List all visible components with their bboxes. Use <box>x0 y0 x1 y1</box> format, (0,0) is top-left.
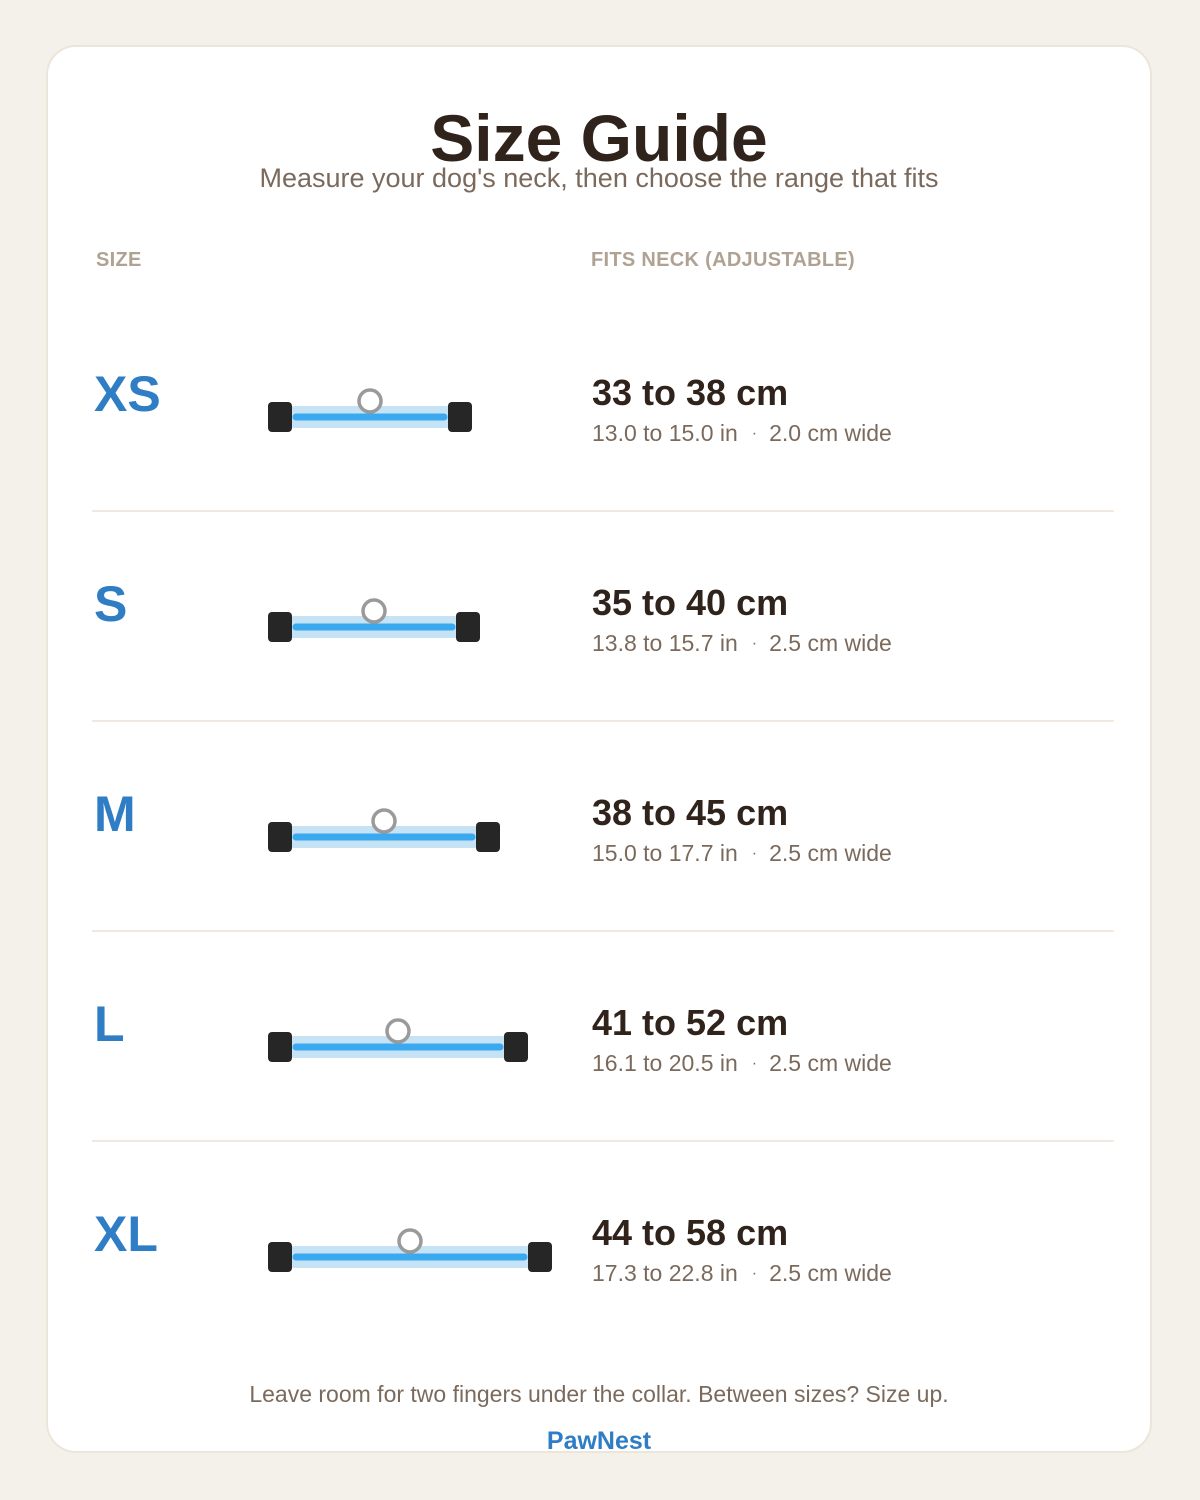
collar-buckle-right <box>456 612 480 642</box>
collar-icon <box>92 722 492 922</box>
collar-buckle-right <box>504 1032 528 1062</box>
size-label: S <box>94 576 128 632</box>
collar-icon <box>92 302 492 502</box>
neck-range-detail <box>592 1262 892 1285</box>
detail-separator: · <box>751 1265 758 1282</box>
collar-d-ring <box>363 600 385 622</box>
detail-separator: · <box>751 845 758 862</box>
size-row-m <box>92 722 1114 932</box>
collar-icon <box>92 1142 492 1342</box>
neck-range-detail <box>592 632 892 655</box>
collar-buckle-right <box>476 822 500 852</box>
neck-range-inches: 16.1 to 20.5 in <box>592 1050 738 1076</box>
collar-width: 2.5 cm wide <box>769 1260 892 1286</box>
size-label: XL <box>94 1206 158 1262</box>
size-label: M <box>94 786 136 842</box>
size-row-s <box>92 512 1114 722</box>
size-row-xs <box>92 302 1114 512</box>
collar-buckle-left <box>268 822 292 852</box>
column-header-size: SIZE <box>96 249 142 271</box>
collar-d-ring <box>359 390 381 412</box>
neck-range-cm: 33 to 38 cm <box>592 372 789 413</box>
collar-width: 2.5 cm wide <box>769 630 892 656</box>
neck-range-cm: 44 to 58 cm <box>592 1212 789 1253</box>
page-title: Size Guide <box>430 101 768 175</box>
neck-range-inches: 13.8 to 15.7 in <box>592 630 738 656</box>
collar-d-ring <box>373 810 395 832</box>
neck-range-inches: 15.0 to 17.7 in <box>592 840 738 866</box>
detail-separator: · <box>751 425 758 442</box>
neck-range-detail <box>592 1052 892 1075</box>
neck-range-cm: 41 to 52 cm <box>592 1002 789 1043</box>
neck-range-inches: 13.0 to 15.0 in <box>592 420 738 446</box>
fit-tip: Leave room for two fingers under the collar. Between sizes? Size up. <box>249 1381 949 1407</box>
detail-separator: · <box>751 1055 758 1072</box>
size-label: L <box>94 996 125 1052</box>
size-guide-card <box>46 45 1152 1453</box>
collar-d-ring <box>387 1020 409 1042</box>
collar-buckle-left <box>268 1032 292 1062</box>
collar-buckle-right <box>528 1242 552 1272</box>
collar-width: 2.0 cm wide <box>769 420 892 446</box>
size-label: XS <box>94 366 161 422</box>
collar-buckle-left <box>268 612 292 642</box>
neck-range-detail <box>592 842 892 865</box>
collar-buckle-left <box>268 1242 292 1272</box>
size-row-xl <box>92 1142 1114 1352</box>
size-row-l <box>92 932 1114 1142</box>
collar-icon <box>92 932 492 1132</box>
page-subtitle: Measure your dog's neck, then choose the range that fits <box>259 163 939 193</box>
detail-separator: · <box>751 635 758 652</box>
neck-range-cm: 38 to 45 cm <box>592 792 789 833</box>
collar-icon <box>92 512 492 712</box>
collar-width: 2.5 cm wide <box>769 1050 892 1076</box>
column-header-fit: FITS NECK (ADJUSTABLE) <box>591 249 856 271</box>
collar-buckle-left <box>268 402 292 432</box>
collar-buckle-right <box>448 402 472 432</box>
neck-range-detail <box>592 422 892 445</box>
collar-d-ring <box>399 1230 421 1252</box>
brand-name: PawNest <box>546 1427 652 1455</box>
collar-width: 2.5 cm wide <box>769 840 892 866</box>
neck-range-inches: 17.3 to 22.8 in <box>592 1260 738 1286</box>
neck-range-cm: 35 to 40 cm <box>592 582 789 623</box>
